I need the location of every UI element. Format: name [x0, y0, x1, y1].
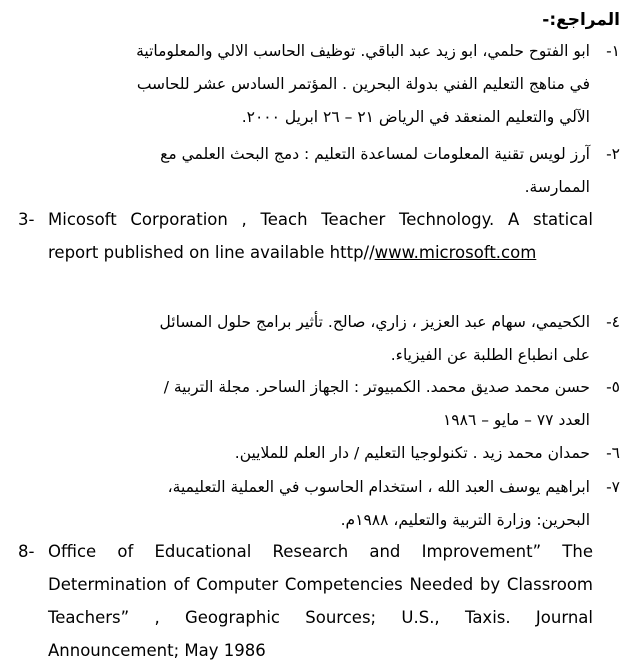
- reference-text-line: العدد ٧٧ – مايو – ١٩٨٦: [442, 411, 590, 429]
- reference-text-line: Announcement; May 1986: [48, 641, 266, 660]
- reference-text-line: في مناهج التعليم الفني بدولة البحرين . المؤتمر السادس عشر للحاسب: [136, 75, 590, 93]
- reference-text-line: آرز لويس تقنية المعلومات لمساعدة التعليم : دمج البحث العلمي مع: [160, 145, 590, 163]
- reference-item-5: [30, 371, 620, 437]
- reference-text-line: على انطباع الطلبة عن الفيزياء.: [390, 346, 590, 364]
- reference-number: ٥-: [606, 378, 620, 396]
- reference-text-line: الآلي والتعليم المنعقد في الرياض ٢١ – ٢٦ ابريل ٢٠٠٠.: [241, 108, 590, 126]
- reference-text-line: حمدان محمد زيد . تكنولوجيا التعليم / دار العلم للملايين.: [234, 444, 590, 462]
- reference-text-line: الكحيمي، سهام عبد العزيز ، زاري، صالح. تأثير برامج حلول المسائل: [159, 313, 590, 331]
- reference-number: ٤-: [606, 313, 620, 331]
- reference-number: 8-: [18, 542, 35, 561]
- reference-number: ١-: [606, 42, 620, 60]
- reference-text-line: حسن محمد صديق محمد. الكمبيوتر : الجهاز الساحر. مجلة التربية /: [163, 378, 590, 396]
- reference-number: ٧-: [606, 478, 620, 496]
- reference-text-line: ابو الفتوح حلمي، ابو زيد عبد الباقي. توظيف الحاسب الالي والمعلوماتية: [136, 42, 590, 60]
- reference-text-line: ابراهيم يوسف العبد الله ، استخدام الحاسوب في العملية التعليمية،: [167, 478, 590, 496]
- reference-item-7: [30, 471, 620, 537]
- reference-text-line: Teachers” , Geographic Sources; U.S., Taxis. Journal: [48, 608, 593, 627]
- reference-item-6: [30, 437, 620, 470]
- reference-link[interactable]: www.microsoft.com: [374, 243, 537, 262]
- reference-text-line: الممارسة.: [524, 178, 590, 196]
- reference-text-line: Determination of Computer Competencies Needed by Classroom: [48, 575, 593, 594]
- reference-text-line: Office of Educational Research and Improvement” The: [48, 542, 593, 561]
- reference-number: 3-: [18, 210, 35, 229]
- reference-number: ٦-: [606, 444, 620, 462]
- reference-text-line: البحرين: وزارة التربية والتعليم، ١٩٨٨م.: [340, 511, 590, 529]
- reference-item-1: [30, 35, 620, 134]
- reference-text-line: Micosoft Corporation , Teach Teacher Technology. A statical: [48, 210, 593, 229]
- reference-item-2: [30, 138, 620, 204]
- reference-number: ٢-: [606, 145, 620, 163]
- references-heading: المراجع:-: [542, 10, 620, 30]
- reference-item-3: [18, 203, 593, 269]
- reference-item-4: [30, 306, 620, 372]
- reference-item-8: [18, 535, 593, 667]
- reference-text-line: report published on line available http//: [48, 243, 375, 262]
